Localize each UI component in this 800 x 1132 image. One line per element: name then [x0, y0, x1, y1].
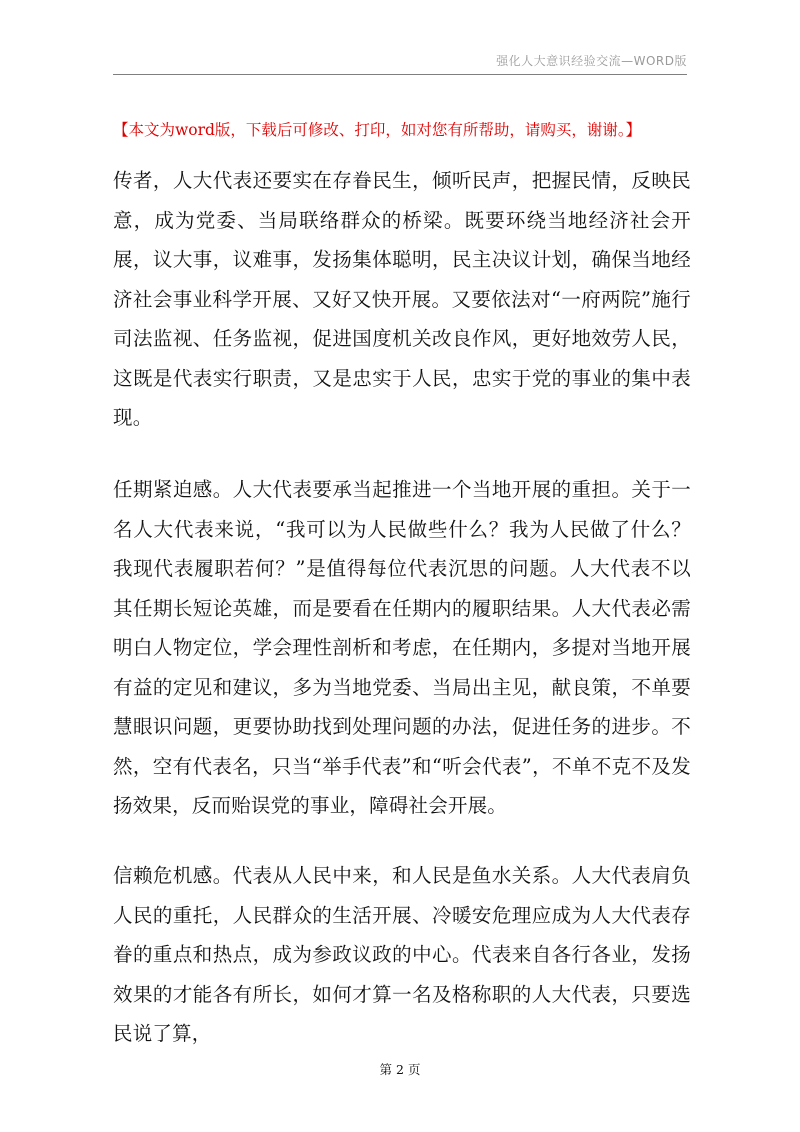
page-number: 第 2 页 [379, 1062, 421, 1077]
header-divider [113, 74, 687, 75]
page-header-title: 强化人大意识经验交流—WORD版 [496, 54, 687, 68]
body-paragraph: 信赖危机感。代表从人民中来，和人民是鱼水关系。人大代表肩负人民的重托，人民群众的生活开展、冷暖安危理应成为人大代表存眷的重点和热点，成为参政议政的中心。代表来自各行各业，发扬效果的才能各有所长，如何才算一名及格称职的人大代表，只要选民说了算， [113, 864, 691, 1045]
download-notice: 【本文为word版，下载后可修改、打印，如对您有所帮助，请购买，谢谢。】 [113, 121, 642, 139]
body-paragraph: 任期紧迫感。人大代表要承当起推进一个当地开展的重担。关于一名人大代表来说，“我可以为人民做些什么？我为人民做了什么？我现代表履职若何？”是值得每位代表沉思的问题。人大代表不以其任期长短论英雄，而是要看在任期内的履职结果。人大代表必需明白人物定位，学会理性剖析和考虑，在任期内，多提对当地开展有益的定见和建议，多为当地党委、当局出主见，献良策，不单要慧眼识问题，更要协助找到处理问题的办法，促进任务的进步。不然，空有代表名，只当“举手代表”和“听会代表”，不单不克不及发扬效果，反而贻误党的事业，障碍社会开展。 [113, 478, 691, 817]
body-paragraph: 传者，人大代表还要实在存眷民生，倾听民声，把握民情，反映民意，成为党委、当局联络群众的桥梁。既要环绕当地经济社会开展，议大事，议难事，发扬集体聪明，民主决议计划，确保当地经济社会事业科学开展、又好又快开展。又要依法对“一府两院”施行司法监视、任务监视，促进国度机关改良作风，更好地效劳人民，这既是代表实行职责，又是忠实于人民，忠实于党的事业的集中表现。 [113, 169, 691, 429]
